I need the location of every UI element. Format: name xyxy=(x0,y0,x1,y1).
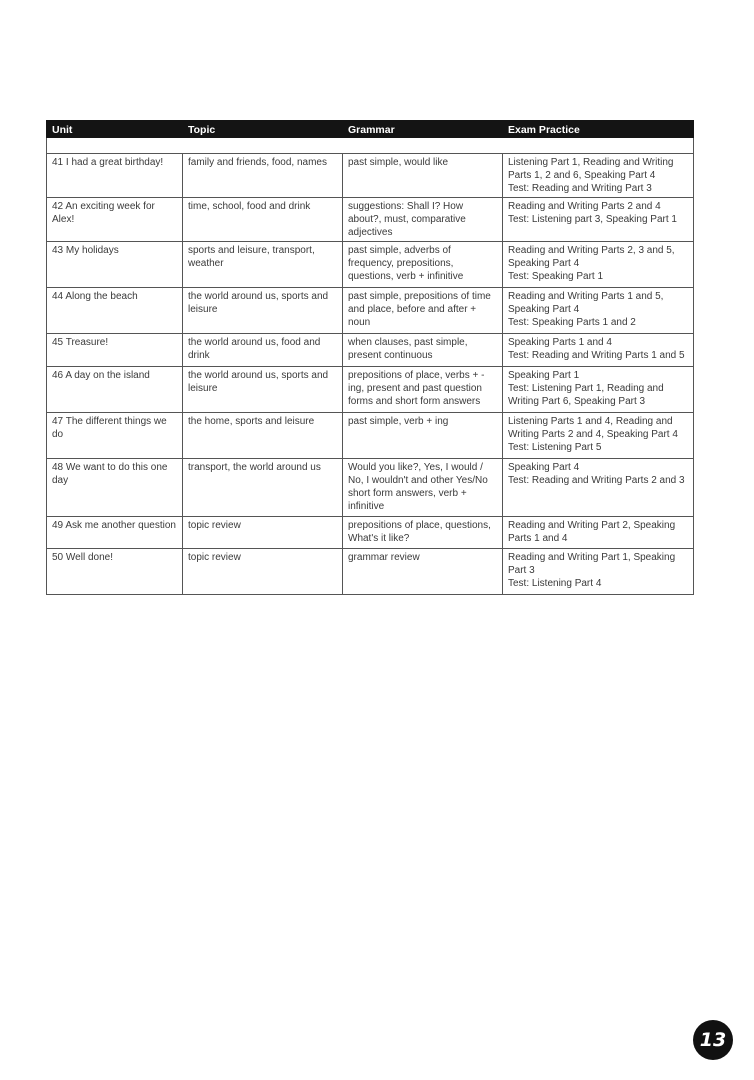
cell-grammar: past simple, prepositions of time and place, before and after + noun xyxy=(343,288,503,334)
cell-exam xyxy=(503,288,694,334)
cell-exam xyxy=(503,413,694,459)
exam-line: Listening Part 1, Reading and Writing Parts 1, 2 and 6, Speaking Part 4 xyxy=(508,157,674,181)
cell-topic: family and friends, food, names xyxy=(183,154,343,198)
cell-topic: transport, the world around us xyxy=(183,459,343,517)
cell-grammar: grammar review xyxy=(343,549,503,595)
cell-topic: topic review xyxy=(183,549,343,595)
syllabus-table xyxy=(46,120,694,595)
table-row xyxy=(47,154,694,198)
table-row xyxy=(47,367,694,413)
exam-line: Listening Parts 1 and 4, Reading and Writing Parts 2 and 4, Speaking Part 4 xyxy=(508,416,678,440)
cell-exam xyxy=(503,549,694,595)
exam-line: Test: Reading and Writing Parts 1 and 5 xyxy=(508,350,685,361)
cell-grammar: when clauses, past simple, present continuous xyxy=(343,334,503,367)
cell-topic: the home, sports and leisure xyxy=(183,413,343,459)
cell-exam xyxy=(503,334,694,367)
table-row xyxy=(47,549,694,595)
cell-exam xyxy=(503,459,694,517)
cell-unit: 41 I had a great birthday! xyxy=(47,154,183,198)
cell-exam xyxy=(503,154,694,198)
exam-line: Test: Reading and Writing Parts 2 and 3 xyxy=(508,475,685,486)
cell-unit: 42 An exciting week for Alex! xyxy=(47,198,183,242)
cell-grammar: prepositions of place, questions, What's it like? xyxy=(343,517,503,549)
table-row xyxy=(47,334,694,367)
header-unit: Unit xyxy=(47,121,183,138)
cell-unit: 43 My holidays xyxy=(47,242,183,288)
cell-grammar: past simple, would like xyxy=(343,154,503,198)
cell-unit: 47 The different things we do xyxy=(47,413,183,459)
table-row xyxy=(47,517,694,549)
cell-grammar: past simple, verb + ing xyxy=(343,413,503,459)
exam-line: Reading and Writing Parts 2, 3 and 5, Speaking Part 4 xyxy=(508,245,675,269)
table-row xyxy=(47,242,694,288)
cell-exam xyxy=(503,198,694,242)
cell-grammar: prepositions of place, verbs + -ing, present and past question forms and short form answers xyxy=(343,367,503,413)
exam-line: Speaking Part 1 xyxy=(508,370,580,381)
exam-line: Reading and Writing Parts 1 and 5, Speaking Part 4 xyxy=(508,291,664,315)
cell-grammar: Would you like?, Yes, I would / No, I wouldn't and other Yes/No short form answers, verb + infinitive xyxy=(343,459,503,517)
cell-grammar: past simple, adverbs of frequency, prepositions, questions, verb + infinitive xyxy=(343,242,503,288)
cell-exam xyxy=(503,517,694,549)
table-row xyxy=(47,459,694,517)
exam-line: Test: Reading and Writing Part 3 xyxy=(508,183,652,194)
cell-unit: 48 We want to do this one day xyxy=(47,459,183,517)
table-row xyxy=(47,413,694,459)
cell-topic: sports and leisure, transport, weather xyxy=(183,242,343,288)
cell-unit: 46 A day on the island xyxy=(47,367,183,413)
exam-line: Test: Listening part 3, Speaking Part 1 xyxy=(508,214,677,225)
header-topic: Topic xyxy=(183,121,343,138)
exam-line: Speaking Part 4 xyxy=(508,462,580,473)
cell-grammar: suggestions: Shall I? How about?, must, comparative adjectives xyxy=(343,198,503,242)
exam-line: Test: Speaking Parts 1 and 2 xyxy=(508,317,636,328)
cell-unit: 44 Along the beach xyxy=(47,288,183,334)
table-row xyxy=(47,198,694,242)
cell-unit: 50 Well done! xyxy=(47,549,183,595)
cell-topic: the world around us, sports and leisure xyxy=(183,367,343,413)
header-exam-practice: Exam Practice xyxy=(503,121,694,138)
header-grammar: Grammar xyxy=(343,121,503,138)
header-spacer xyxy=(47,138,694,154)
exam-line: Test: Speaking Part 1 xyxy=(508,271,604,282)
table-row xyxy=(47,288,694,334)
cell-topic: the world around us, food and drink xyxy=(183,334,343,367)
cell-exam xyxy=(503,242,694,288)
exam-line: Reading and Writing Part 2, Speaking Parts 1 and 4 xyxy=(508,520,676,544)
table-header-row xyxy=(47,121,694,138)
cell-unit: 45 Treasure! xyxy=(47,334,183,367)
exam-line: Reading and Writing Parts 2 and 4 xyxy=(508,201,661,212)
exam-line: Test: Listening Part 5 xyxy=(508,442,602,453)
cell-topic: the world around us, sports and leisure xyxy=(183,288,343,334)
cell-topic: topic review xyxy=(183,517,343,549)
cell-topic: time, school, food and drink xyxy=(183,198,343,242)
cell-unit: 49 Ask me another question xyxy=(47,517,183,549)
exam-line: Test: Listening Part 4 xyxy=(508,578,602,589)
page-number-badge: 13 xyxy=(693,1020,733,1060)
cell-exam xyxy=(503,367,694,413)
exam-line: Test: Listening Part 1, Reading and Writing Part 6, Speaking Part 3 xyxy=(508,383,664,407)
exam-line: Reading and Writing Part 1, Speaking Part 3 xyxy=(508,552,676,576)
exam-line: Speaking Parts 1 and 4 xyxy=(508,337,612,348)
